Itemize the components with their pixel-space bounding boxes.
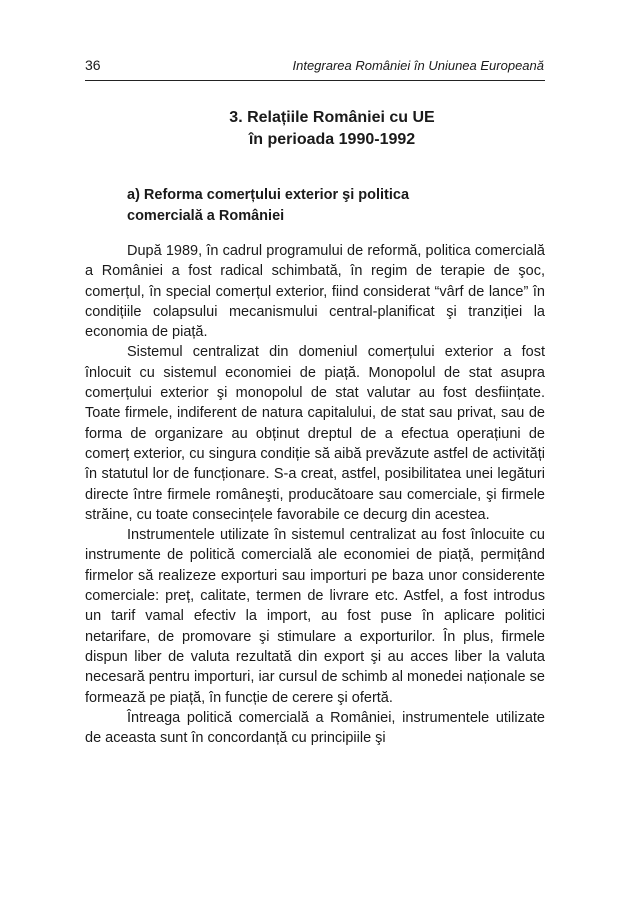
paragraph-instruments: Instrumentele utilizate în sistemul centralizat au fost înlocuite cu instrumente de politică comercială ale economiei de piață, permițând firmelor să realizeze exporturi sau importuri pe baza unor considerente comerciale: preț, calitate, termen de livrare etc. Astfel, a fost introdus un tarif vamal efectiv la import, au fost puse în aplicare politici netarifare, de promovare şi stimulare a exporturilor. În plus, firmele dispun liber de valuta rezultată din export şi au acces liber la valuta necesară pentru importuri, iar cursul de schimb al monedei naționale se formează pe piață, în funcție de cerere şi ofertă. <box>85 527 545 706</box>
paragraph-centralized-system: Sistemul centralizat din domeniul comerțului exterior a fost înlocuit cu sistemul economiei de piață. Monopolul de stat asupra comerțului exterior şi monopolul de stat valutar au fost desființate. Toate firmele, indiferent de natura capitalului, de stat sau privat, sau de forma de organizare au obținut dreptul de a efectua operațiuni de comerț exterior, cu singura condiție să aibă prevăzute astfel de activități în statutul lor de funcționare. S-a creat, astfel, posibilitatea unei legături directe între firmele româneşti, producătoare sau comerciale, şi firmele străine, cu toate consecințele favorabile ce decurg din acestea. <box>85 344 545 523</box>
paragraph-trade-policy: Întreaga politică comercială a României, instrumentele utilizate de aceasta sunt în concordanță cu principiile şi <box>85 709 545 747</box>
running-title: Integrarea României în Uniunea Europeană <box>292 58 544 73</box>
page-header <box>85 54 545 81</box>
section-heading-line-1: a) Reforma comerțului exterior şi politica <box>127 187 410 203</box>
chapter-title <box>85 107 545 151</box>
page-number: 36 <box>85 57 101 73</box>
section-heading <box>127 185 517 227</box>
paragraph-reform: După 1989, în cadrul programului de reformă, politica comercială a României a fost radical schimbată, în regim de terapie de şoc, comerțul, în special comerțul exterior, fiind considerat “vârf de lance” în condițiile colapsului mecanismului central-planificat şi tranziției la economia de piață. <box>85 243 545 341</box>
chapter-title-line-2: în perioada 1990-1992 <box>248 131 416 148</box>
chapter-title-line-1: 3. Relațiile României cu UE <box>229 109 435 126</box>
section-heading-line-2: comercială a României <box>127 208 285 224</box>
body-text <box>85 241 545 748</box>
